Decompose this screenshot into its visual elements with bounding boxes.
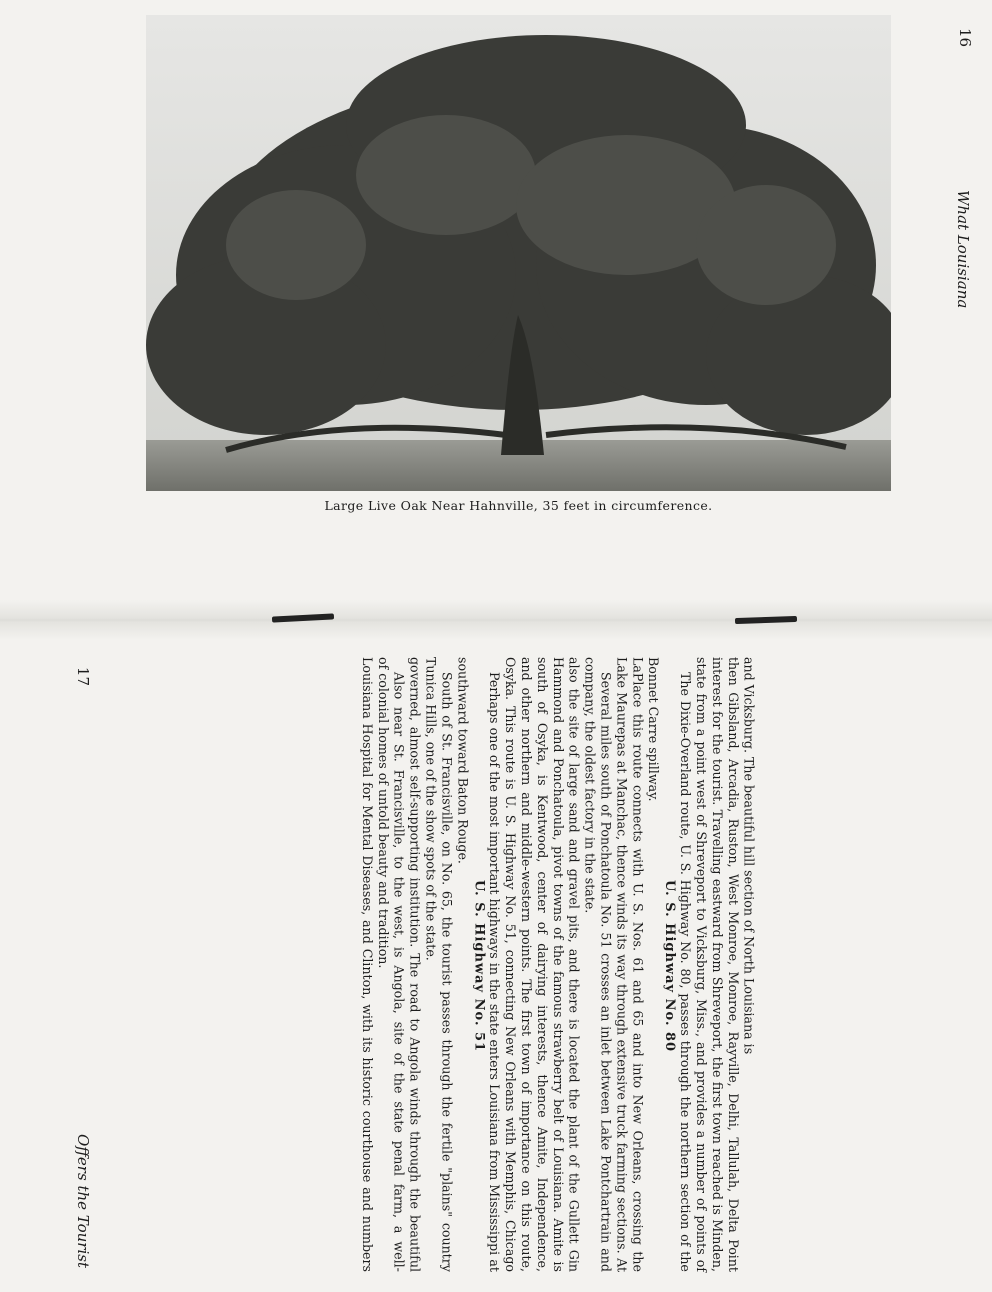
body-text xyxy=(359,657,959,1272)
paragraph: Also near St. Francisville, to the west, is Angola, site of the state penal farm, a well-governed, almost self-supporting institution. The road to Angola winds through the beautiful Tunica Hills, one of the show spots of the state. xyxy=(391,657,439,1272)
section-heading-51: U. S. Highway No. 51 xyxy=(471,880,487,1053)
page-17 xyxy=(0,640,992,1292)
center-fold xyxy=(0,600,992,640)
page-number-left: 16 xyxy=(956,28,974,48)
paragraph: South of St. Francisville, on No. 65, the tourist passes through the fertile "plains" country southward toward Baton Rouge. xyxy=(439,657,471,1272)
page-number-right: 17 xyxy=(74,667,92,687)
photo-caption: Large Live Oak Near Hahnville, 35 feet in circumference. xyxy=(324,498,713,513)
running-head-left: What Louisiana xyxy=(954,190,972,309)
section-heading-80: U. S. Highway No. 80 xyxy=(662,880,678,1053)
live-oak-photo xyxy=(146,15,891,491)
paragraph: Perhaps one of the most important highways in the state enters Louisiana from Mississippi at Osyka. This route is U. S. Highway No. 51, connecting New Orleans with Memphis, Chicago and other northern and middle-western points. The first town of importance on this route, south of Osyka, is Kentwood, center of dairying interests, thence Amite, Independence, Hammond and Ponchatoula, pivot towns of the famous strawberry belt of Louisiana. Amite is also the site of large sand and gravel pits, and there is located the plant of the Gullett Gin company, the oldest factory in the state. xyxy=(487,657,598,1272)
paragraph: The Dixie-Overland route, U. S. Highway No. 80, passes through the northern section of the state from a point west of Shreveport to Vicksburg, Miss., and provides a number of points of interest for the tourist. Travelling eastward from Shreveport, the first town reached is Minden, then Gibsland, Arcadia, Ruston, West Monroe, Monroe, Rayville, Delhi, Tallulah, Delta Point and Vicksburg. The beautiful hill section of North Louisiana is xyxy=(678,657,757,1272)
running-head-right: Offers the Tourist xyxy=(74,1134,92,1268)
paragraph: Louisiana Hospital for Mental Diseases, and Clinton, with its historic courthouse and numbers of colonial homes of untold beauty and tradition. xyxy=(359,657,391,1272)
paragraph: Several miles south of Ponchatoula No. 51 crosses an inlet between Lake Pontchartrain and Lake Maurepas at Manchac, thence winds its way through extensive truck farming sections. At LaPlace this route connects with U. S. Nos. 61 and 65 and into New Orleans, crossing the Bonnet Carre spillway. xyxy=(598,657,662,1272)
